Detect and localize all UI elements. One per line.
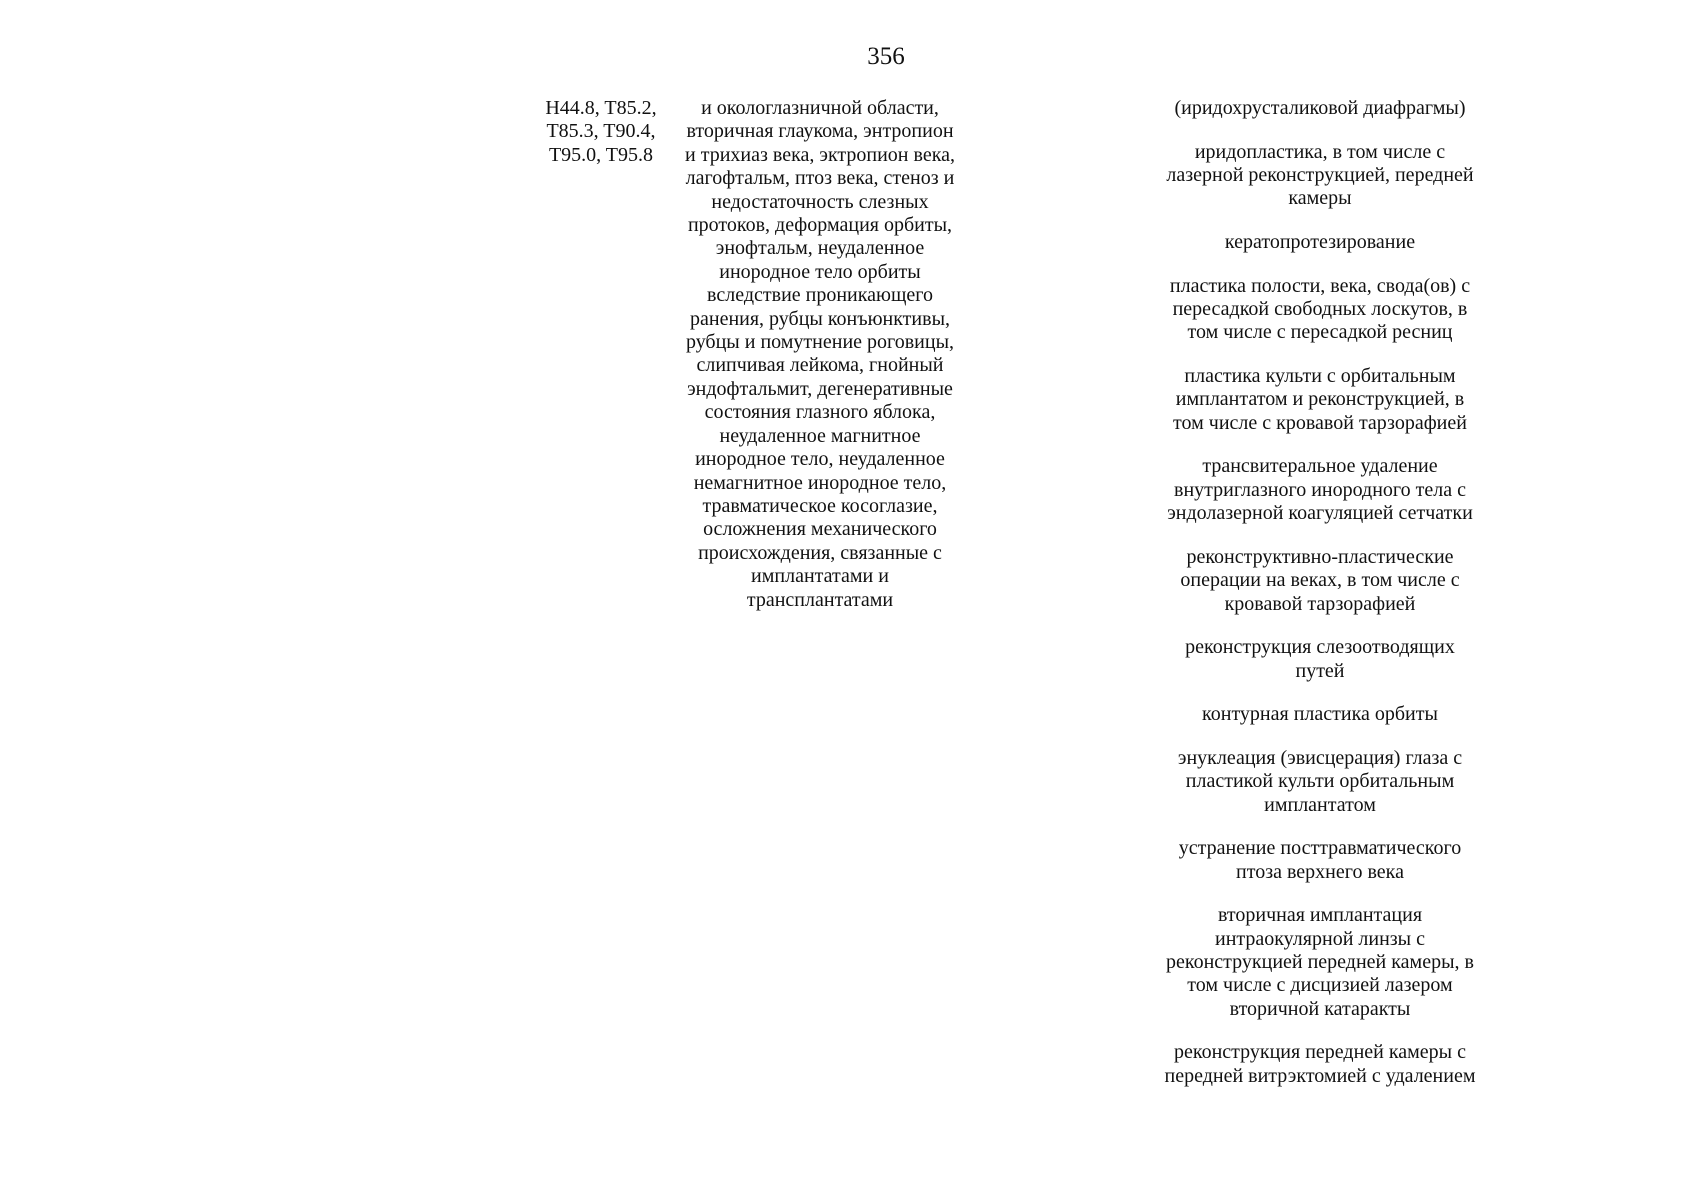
page-number: 356 [867,43,905,70]
diagnosis-codes: H44.8, T85.2, T85.3, T90.4, T95.0, T95.8 [545,97,657,166]
treatment-item: реконструкция передней камеры с передней витрэктомией с удалением [1164,1041,1476,1087]
treatment-item: кератопротезирование [1224,231,1416,253]
treatment-item: контурная пластика орбиты [1202,703,1438,726]
treatment-item: пластика культи с орбитальным имплантатом и реконструкцией, в том числе с кровавой тарзорафией [1173,365,1467,434]
treatment-item: пластика полости, века, свода(ов) с пересадкой свободных лоскутов, в том числе с пересадкой ресниц [1169,274,1471,344]
condition-column [680,97,960,612]
condition-description: и окологлазничной области, вторичная глаукома, энтропион и трихиаз века, эктропион века, лагофтальм, птоз века, стеноз и недостаточность слезных протоков, деформация орбиты, энофтальм, неудаленное инородное тело орбиты вследствие проникающего ранения, рубцы конъюнктивы, рубцы и помутнение роговицы, слипчивая лейкома, гнойный эндофтальмит, дегенеративные состояния глазного яблока, неудаленное магнитное инородное тело, неудаленное немагнитное инородное тело, травматическое косоглазие, осложнения механического происхождения, связанные с имплантатами и трансплантатами [685,97,955,611]
treatment-item: устранение посттравматического птоза верхнего века [1178,837,1462,883]
treatment-item: реконструктивно-пластические операции на веках, в том числе с кровавой тарзорафией [1180,545,1460,615]
diagnosis-codes-column [545,97,657,167]
treatment-item: трансвитеральное удаление внутриглазного инородного тела с эндолазерной коагуляцией сетчатки [1167,455,1473,525]
treatment-item: (иридохрусталиковой диафрагмы) [1174,97,1466,119]
treatment-item: реконструкция слезоотводящих путей [1185,636,1455,682]
treatment-item: энуклеация (эвисцерация) глаза с пластикой культи орбитальным имплантатом [1177,746,1463,816]
treatment-item: иридопластика, в том числе с лазерной реконструкцией, передней камеры [1166,140,1474,210]
treatment-column [1150,97,1490,1108]
treatment-item: вторичная имплантация интраокулярной линзы с реконструкцией передней камеры, в том числе с дисцизией лазером вторичной катаракты [1166,904,1474,1020]
